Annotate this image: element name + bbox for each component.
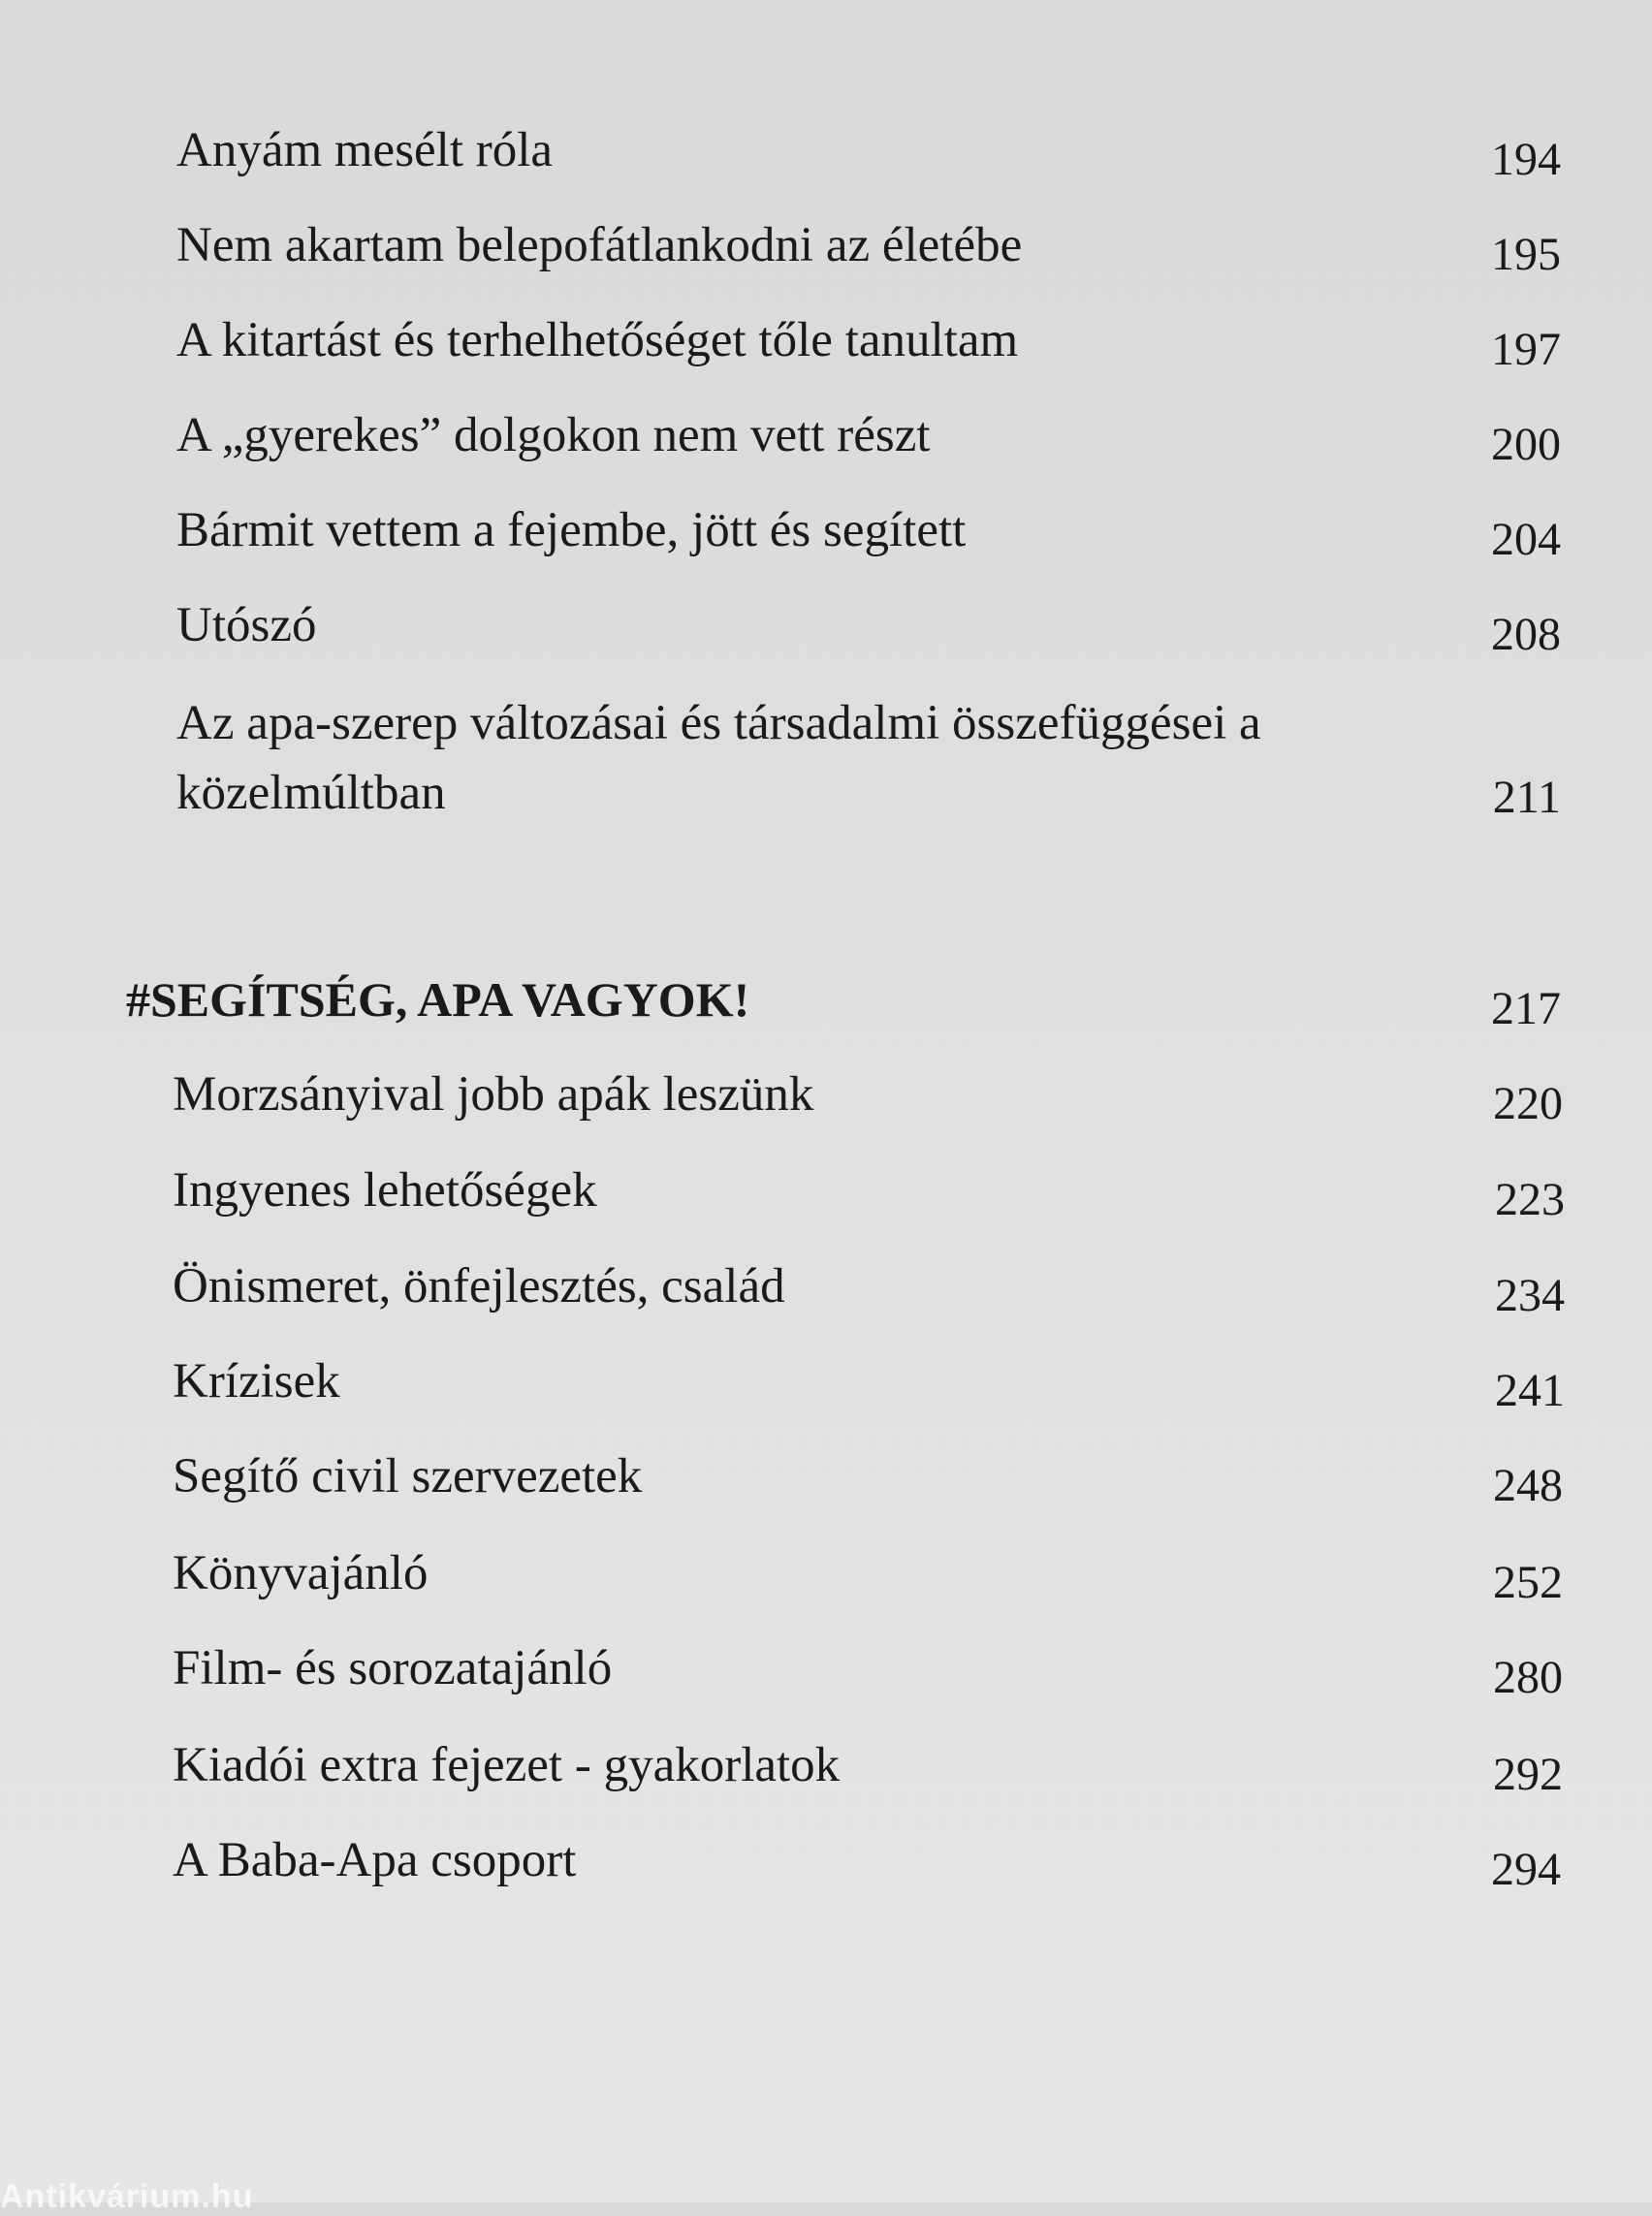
toc-entry — [0, 308, 1652, 386]
toc-entry — [0, 498, 1652, 576]
toc-entry-page: 194 — [1491, 134, 1561, 185]
toc-entry-title: Bármit vettem a fejembe, jött és segített — [176, 503, 967, 557]
toc-entry — [0, 1828, 1652, 1906]
toc-entry-title: Utószó — [176, 598, 317, 652]
toc-entry-title: A Baba-Apa csoport — [173, 1833, 577, 1887]
toc-entry-page: 197 — [1491, 324, 1561, 375]
toc-entry-title: Morzsányival jobb apák leszünk — [173, 1067, 814, 1122]
toc-entry — [0, 1349, 1652, 1427]
toc-entry — [0, 1636, 1652, 1714]
toc-entry-title: Anyám mesélt róla — [176, 123, 554, 177]
toc-entry — [0, 1541, 1652, 1619]
toc-entry — [0, 1254, 1652, 1332]
toc-entry-title: Krízisek — [173, 1354, 340, 1409]
toc-entry-title: Kiadói extra fejezet - gyakorlatok — [173, 1738, 841, 1792]
toc-entry-page: 248 — [1493, 1460, 1563, 1511]
toc-entry-title: Segítő civil szervezetek — [173, 1449, 643, 1504]
toc-entry — [0, 1733, 1652, 1811]
toc-entry — [0, 1444, 1652, 1522]
toc-entry-page: 252 — [1493, 1557, 1563, 1608]
toc-entry-page: 220 — [1493, 1078, 1563, 1129]
toc-entry — [0, 1062, 1652, 1140]
toc-entry-page: 223 — [1495, 1174, 1565, 1225]
toc-entry — [0, 593, 1652, 671]
toc-entry-page: 195 — [1491, 229, 1561, 280]
toc-entry-page: 294 — [1491, 1844, 1561, 1895]
watermark: Antikvárium.hu — [0, 2178, 254, 2215]
toc-entry-title: Ingyenes lehetőségek — [173, 1163, 597, 1218]
toc-entry-page: 211 — [1492, 772, 1561, 823]
toc-entry-page: 234 — [1495, 1270, 1565, 1321]
toc-entry-title: Film- és sorozatajánló — [173, 1641, 613, 1695]
toc-section-title: #SEGÍTSÉG, APA VAGYOK! — [126, 972, 750, 1027]
toc-entry — [0, 403, 1652, 481]
toc-section-heading — [0, 967, 1652, 1045]
toc-entry-title: A kitartást és terhelhetőséget tőle tanultam — [176, 313, 1019, 367]
toc-entry-page: 292 — [1493, 1749, 1563, 1800]
toc-entry-page: 208 — [1491, 609, 1561, 660]
toc-entry-page: 204 — [1491, 514, 1561, 565]
toc-entry — [0, 213, 1652, 291]
toc-entry-page: 280 — [1493, 1652, 1563, 1703]
toc-entry — [0, 688, 1652, 834]
toc-entry-title: Az apa-szerep változásai és társadalmi összefüggései a közelmúltban — [176, 696, 1261, 820]
toc-entry-title: Könyvajánló — [173, 1546, 429, 1600]
toc-entry-title: Önismeret, önfejlesztés, család — [173, 1259, 785, 1314]
toc-entry — [0, 118, 1652, 196]
toc-entry-title: A „gyerekes” dolgokon nem vett részt — [176, 408, 931, 462]
toc-entry-title: Nem akartam belepofátlankodni az életébe — [176, 218, 1023, 272]
toc-entry-page: 200 — [1491, 419, 1561, 470]
toc-entry-page: 241 — [1495, 1365, 1565, 1416]
toc-entry — [0, 1158, 1652, 1236]
toc-section-page: 217 — [1491, 983, 1561, 1034]
